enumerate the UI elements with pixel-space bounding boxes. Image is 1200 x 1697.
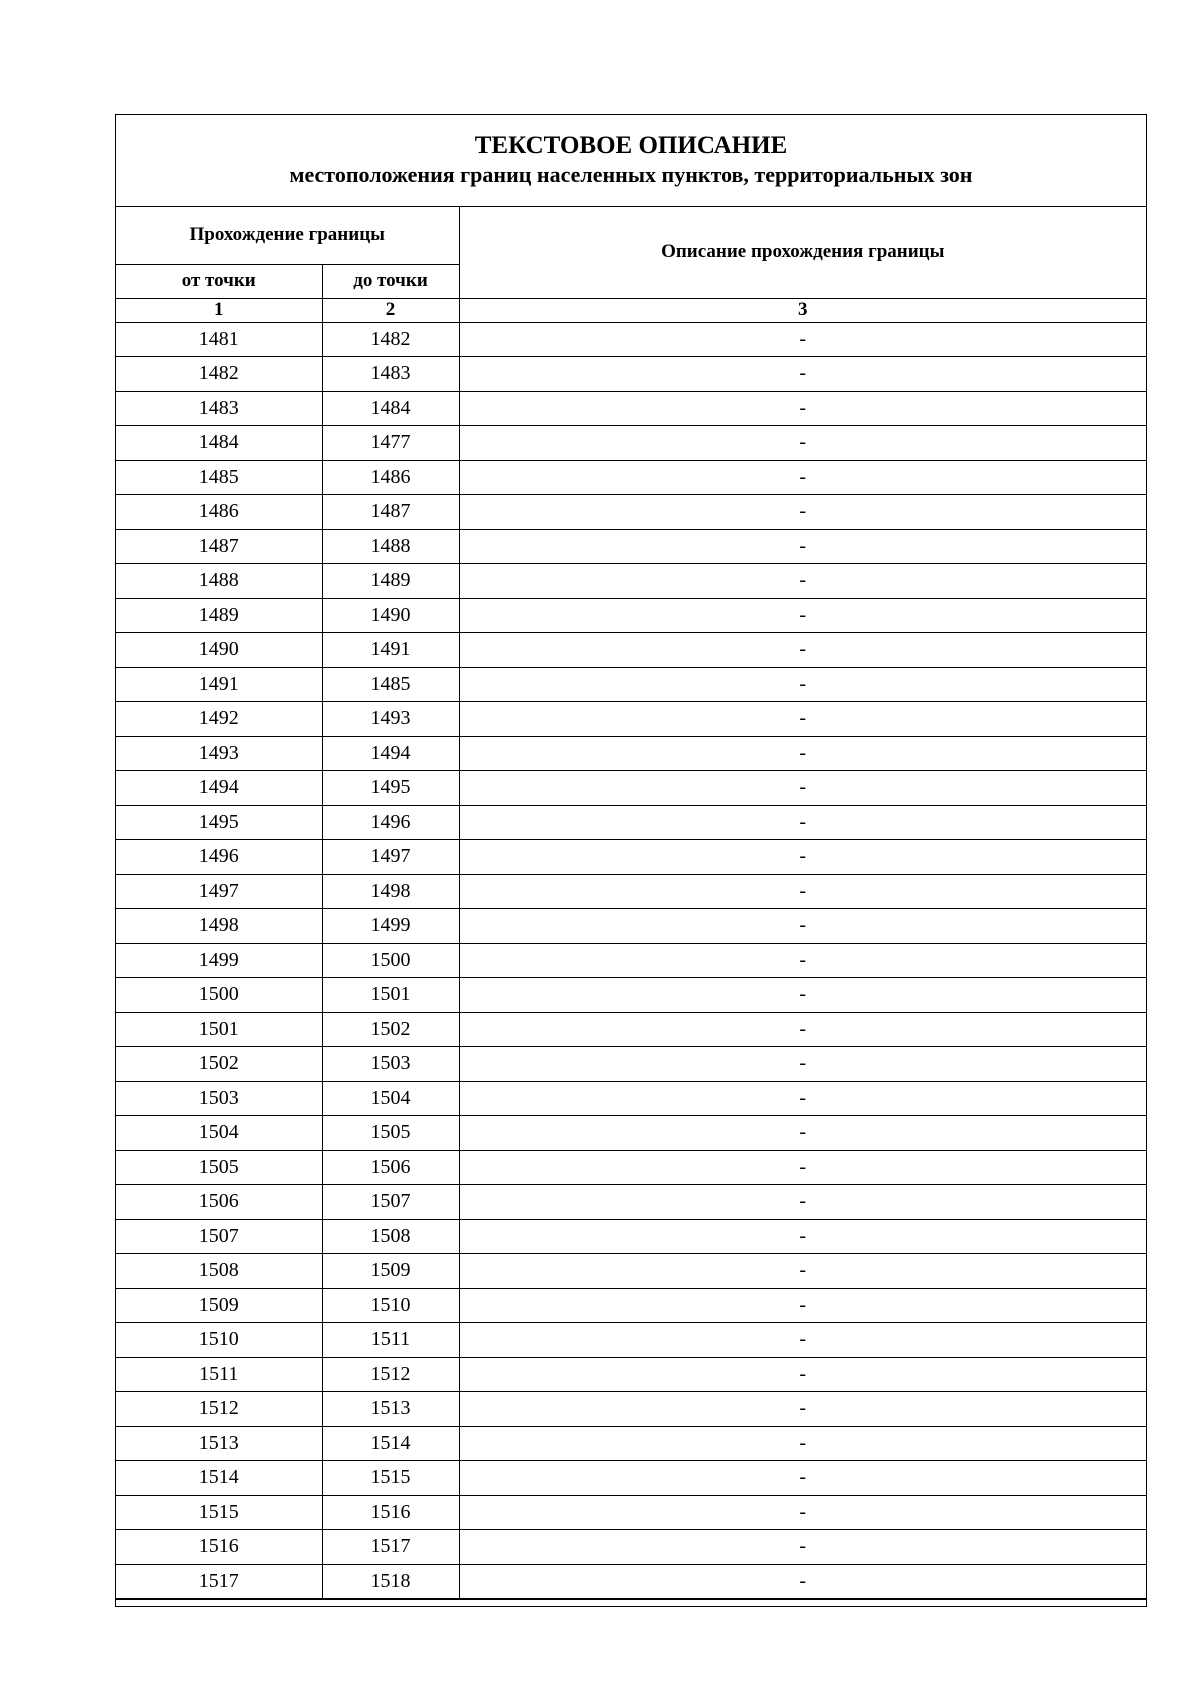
cell-to-point: 1517: [322, 1530, 459, 1565]
cell-to-point: 1489: [322, 564, 459, 599]
table-row: [116, 1219, 1146, 1254]
cell-description: -: [459, 1461, 1146, 1496]
cell-description: -: [459, 1530, 1146, 1565]
cell-description: -: [459, 1219, 1146, 1254]
table-row: [116, 805, 1146, 840]
cell-to-point: 1482: [322, 322, 459, 357]
table-row: [116, 943, 1146, 978]
cell-to-point: 1496: [322, 805, 459, 840]
table-row: [116, 529, 1146, 564]
header-boundary-passage: Прохождение границы: [116, 207, 459, 264]
cell-to-point: 1511: [322, 1323, 459, 1358]
header-description: Описание прохождения границы: [459, 207, 1146, 298]
table-row: [116, 357, 1146, 392]
cell-to-point: 1497: [322, 840, 459, 875]
cell-from-point: 1485: [116, 460, 322, 495]
table-row: [116, 702, 1146, 737]
cell-to-point: 1516: [322, 1495, 459, 1530]
cell-from-point: 1500: [116, 978, 322, 1013]
table-row: [116, 1426, 1146, 1461]
cell-to-point: 1499: [322, 909, 459, 944]
cell-from-point: 1517: [116, 1564, 322, 1599]
table-row: [116, 1081, 1146, 1116]
cell-from-point: 1483: [116, 391, 322, 426]
cell-to-point: 1500: [322, 943, 459, 978]
boundary-description-sheet: [115, 114, 1147, 1607]
document-subtitle: местоположения границ населенных пунктов, территориальных зон: [289, 162, 973, 187]
cell-from-point: 1495: [116, 805, 322, 840]
table-row: [116, 1150, 1146, 1185]
cell-description: -: [459, 1150, 1146, 1185]
table-row: [116, 1495, 1146, 1530]
table-row: [116, 771, 1146, 806]
cell-from-point: 1505: [116, 1150, 322, 1185]
table-row: [116, 736, 1146, 771]
cell-to-point: 1504: [322, 1081, 459, 1116]
cell-from-point: 1487: [116, 529, 322, 564]
table-row: [116, 909, 1146, 944]
table-row: [116, 1047, 1146, 1082]
cell-description: -: [459, 909, 1146, 944]
cell-description: -: [459, 1012, 1146, 1047]
cell-from-point: 1515: [116, 1495, 322, 1530]
cell-description: -: [459, 1185, 1146, 1220]
table-row: [116, 1116, 1146, 1151]
cell-to-point: 1513: [322, 1392, 459, 1427]
cell-description: -: [459, 805, 1146, 840]
cell-from-point: 1512: [116, 1392, 322, 1427]
cell-description: -: [459, 1357, 1146, 1392]
cell-description: -: [459, 322, 1146, 357]
table-row: [116, 1323, 1146, 1358]
table-row: [116, 840, 1146, 875]
cell-to-point: 1490: [322, 598, 459, 633]
cell-from-point: 1496: [116, 840, 322, 875]
table-row: [116, 978, 1146, 1013]
table-row: [116, 598, 1146, 633]
cell-from-point: 1494: [116, 771, 322, 806]
header-column-number-1: 1: [116, 298, 322, 322]
cell-to-point: 1503: [322, 1047, 459, 1082]
cell-to-point: 1515: [322, 1461, 459, 1496]
boundary-table: [116, 207, 1146, 1599]
table-row: [116, 1564, 1146, 1599]
cell-description: -: [459, 943, 1146, 978]
table-row: [116, 874, 1146, 909]
table-row: [116, 564, 1146, 599]
cell-to-point: 1487: [322, 495, 459, 530]
cell-to-point: 1509: [322, 1254, 459, 1289]
cell-from-point: 1503: [116, 1081, 322, 1116]
table-row: [116, 1185, 1146, 1220]
cell-description: -: [459, 1392, 1146, 1427]
cell-description: -: [459, 1288, 1146, 1323]
cell-to-point: 1484: [322, 391, 459, 426]
table-row: [116, 633, 1146, 668]
table-row: [116, 1357, 1146, 1392]
cell-to-point: 1491: [322, 633, 459, 668]
cell-description: -: [459, 598, 1146, 633]
cell-description: -: [459, 391, 1146, 426]
cell-description: -: [459, 736, 1146, 771]
table-row: [116, 1012, 1146, 1047]
cell-from-point: 1489: [116, 598, 322, 633]
cell-description: -: [459, 495, 1146, 530]
cell-to-point: 1488: [322, 529, 459, 564]
table-bottom-rule: [116, 1599, 1146, 1606]
cell-description: -: [459, 1426, 1146, 1461]
cell-to-point: 1510: [322, 1288, 459, 1323]
cell-to-point: 1514: [322, 1426, 459, 1461]
cell-from-point: 1513: [116, 1426, 322, 1461]
cell-description: -: [459, 564, 1146, 599]
cell-description: -: [459, 1081, 1146, 1116]
cell-from-point: 1508: [116, 1254, 322, 1289]
table-row: [116, 1530, 1146, 1565]
cell-description: -: [459, 1564, 1146, 1599]
cell-description: -: [459, 978, 1146, 1013]
cell-to-point: 1498: [322, 874, 459, 909]
header-column-number-2: 2: [322, 298, 459, 322]
table-row: [116, 1288, 1146, 1323]
cell-description: -: [459, 357, 1146, 392]
header-to-point: до точки: [322, 264, 459, 298]
cell-to-point: 1495: [322, 771, 459, 806]
cell-from-point: 1506: [116, 1185, 322, 1220]
cell-from-point: 1484: [116, 426, 322, 461]
cell-from-point: 1488: [116, 564, 322, 599]
cell-to-point: 1505: [322, 1116, 459, 1151]
cell-to-point: 1486: [322, 460, 459, 495]
cell-description: -: [459, 840, 1146, 875]
cell-from-point: 1501: [116, 1012, 322, 1047]
cell-to-point: 1512: [322, 1357, 459, 1392]
cell-from-point: 1490: [116, 633, 322, 668]
cell-to-point: 1501: [322, 978, 459, 1013]
cell-from-point: 1509: [116, 1288, 322, 1323]
cell-description: -: [459, 667, 1146, 702]
table-row: [116, 1254, 1146, 1289]
cell-description: -: [459, 426, 1146, 461]
cell-from-point: 1482: [116, 357, 322, 392]
table-row: [116, 460, 1146, 495]
cell-from-point: 1486: [116, 495, 322, 530]
cell-description: -: [459, 874, 1146, 909]
cell-from-point: 1498: [116, 909, 322, 944]
cell-description: -: [459, 633, 1146, 668]
cell-from-point: 1499: [116, 943, 322, 978]
table-body: [116, 322, 1146, 1599]
cell-to-point: 1518: [322, 1564, 459, 1599]
cell-from-point: 1493: [116, 736, 322, 771]
cell-description: -: [459, 1047, 1146, 1082]
table-row: [116, 391, 1146, 426]
cell-from-point: 1504: [116, 1116, 322, 1151]
header-from-point: от точки: [116, 264, 322, 298]
table-row: [116, 495, 1146, 530]
cell-description: -: [459, 1116, 1146, 1151]
table-row: [116, 1392, 1146, 1427]
cell-from-point: 1497: [116, 874, 322, 909]
cell-description: -: [459, 702, 1146, 737]
cell-from-point: 1502: [116, 1047, 322, 1082]
cell-to-point: 1493: [322, 702, 459, 737]
title-block: [116, 115, 1146, 207]
cell-from-point: 1481: [116, 322, 322, 357]
cell-description: -: [459, 771, 1146, 806]
document-title: ТЕКСТОВОЕ ОПИСАНИЕ: [474, 132, 788, 159]
table-row: [116, 322, 1146, 357]
cell-to-point: 1483: [322, 357, 459, 392]
cell-to-point: 1508: [322, 1219, 459, 1254]
cell-description: -: [459, 1495, 1146, 1530]
cell-to-point: 1507: [322, 1185, 459, 1220]
cell-description: -: [459, 529, 1146, 564]
cell-description: -: [459, 1323, 1146, 1358]
cell-to-point: 1494: [322, 736, 459, 771]
cell-from-point: 1510: [116, 1323, 322, 1358]
table-row: [116, 1461, 1146, 1496]
cell-from-point: 1511: [116, 1357, 322, 1392]
cell-to-point: 1477: [322, 426, 459, 461]
cell-description: -: [459, 1254, 1146, 1289]
cell-from-point: 1516: [116, 1530, 322, 1565]
header-column-number-3: 3: [459, 298, 1146, 322]
cell-to-point: 1502: [322, 1012, 459, 1047]
table-row: [116, 426, 1146, 461]
cell-from-point: 1491: [116, 667, 322, 702]
cell-from-point: 1492: [116, 702, 322, 737]
cell-from-point: 1514: [116, 1461, 322, 1496]
cell-to-point: 1506: [322, 1150, 459, 1185]
table-row: [116, 667, 1146, 702]
cell-to-point: 1485: [322, 667, 459, 702]
cell-from-point: 1507: [116, 1219, 322, 1254]
cell-description: -: [459, 460, 1146, 495]
